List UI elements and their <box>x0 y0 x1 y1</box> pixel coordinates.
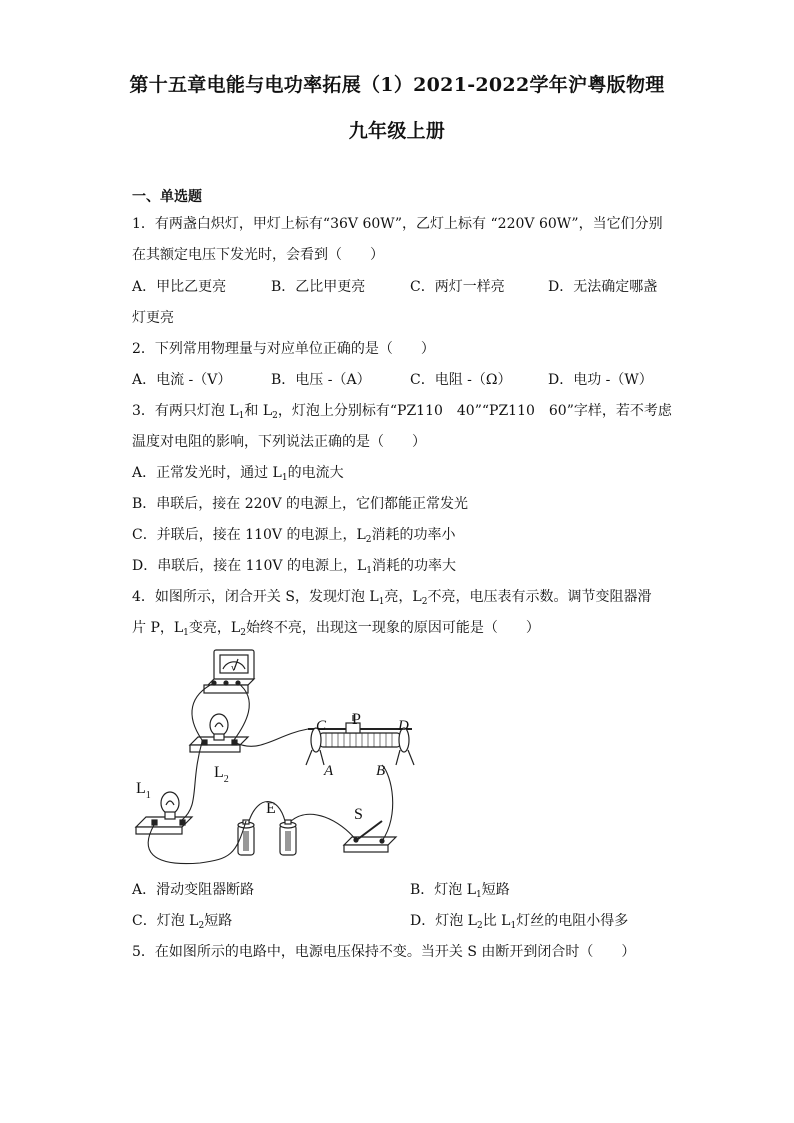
label-c: C <box>316 718 327 734</box>
q2-option-d: D．电功 -（W） <box>548 372 653 388</box>
label-l1: $L_1$ <box>136 780 151 801</box>
q2-stem: 2．下列常用物理量与对应单位正确的是（ ） <box>132 341 435 357</box>
circuit-diagram <box>130 645 430 870</box>
q3-option-c: C．并联后，接在 110V 的电源上，$L_2$消耗的功率小 <box>132 527 456 545</box>
q4-stem-line2: 片 P，$L_1$变亮，$L_2$始终不亮，出现这一现象的原因可能是（ ） <box>132 620 540 638</box>
q2-option-b: B．电压 -（A） <box>271 372 371 388</box>
label-d: D <box>398 718 409 734</box>
label-p: P <box>352 711 361 728</box>
q1-stem-line1: 1．有两盏白炽灯，甲灯上标有“36V 60W”，乙灯上标有 “220V 60W”，当它们分别 <box>132 216 663 232</box>
label-b: B <box>376 763 386 779</box>
q1-option-d: D．无法确定哪盏 <box>548 279 658 295</box>
q2-option-a: A．电流 -（V） <box>132 372 232 388</box>
q1-option-c: C．两灯一样亮 <box>410 279 505 295</box>
q4-stem-line1: 4．如图所示，闭合开关 S，发现灯泡 $L_1$亮，$L_2$不亮，电压表有示数。调节变阻器滑 <box>132 589 652 607</box>
q4-option-c: C．灯泡 $L_2$短路 <box>132 913 233 931</box>
q1-option-b: B．乙比甲更亮 <box>271 279 366 295</box>
section-heading: 一、单选题 <box>132 189 202 205</box>
q2-option-c: C．电阻 -（Ω） <box>410 372 512 388</box>
lamp-l1 <box>136 792 192 834</box>
q4-option-a: A．滑动变阻器断路 <box>132 882 255 898</box>
q1-option-d-cont: 灯更亮 <box>132 310 174 326</box>
label-l2: $L_2$ <box>214 764 229 785</box>
q3-option-a: A．正常发光时，通过 $L_1$的电流大 <box>132 465 344 483</box>
switch-s <box>344 821 396 852</box>
label-e: E <box>266 800 276 817</box>
q1-option-a: A．甲比乙更亮 <box>132 279 227 295</box>
q4-option-d: D．灯泡 $L_2$比 $L_1$灯丝的电阻小得多 <box>410 913 629 931</box>
label-s: S <box>354 806 363 823</box>
doc-title-line2: 九年级上册 <box>348 120 446 142</box>
q3-option-b: B．串联后，接在 220V 的电源上，它们都能正常发光 <box>132 496 469 512</box>
label-v: V <box>231 665 237 673</box>
q3-option-d: D．串联后，接在 110V 的电源上，$L_1$消耗的功率大 <box>132 558 456 576</box>
voltmeter <box>204 650 254 693</box>
q5-stem: 5．在如图所示的电路中，电源电压保持不变。当开关 S 由断开到闭合时（ ） <box>132 944 636 960</box>
battery-e <box>238 820 296 855</box>
q3-stem-line2: 温度对电阻的影响，下列说法正确的是（ ） <box>132 434 426 450</box>
doc-title-line1: 第十五章电能与电功率拓展（1）2021-2022学年沪粤版物理 <box>129 74 665 96</box>
q4-option-b: B．灯泡 $L_1$短路 <box>410 882 510 900</box>
q3-stem-line1: 3．有两只灯泡 $L_1$和 $L_2$，灯泡上分别标有“PZ110 40”“PZ110 60”字样，若不考虑 <box>132 403 672 421</box>
q1-stem-line2: 在其额定电压下发光时，会看到（ ） <box>132 247 384 263</box>
label-a: A <box>324 763 334 779</box>
